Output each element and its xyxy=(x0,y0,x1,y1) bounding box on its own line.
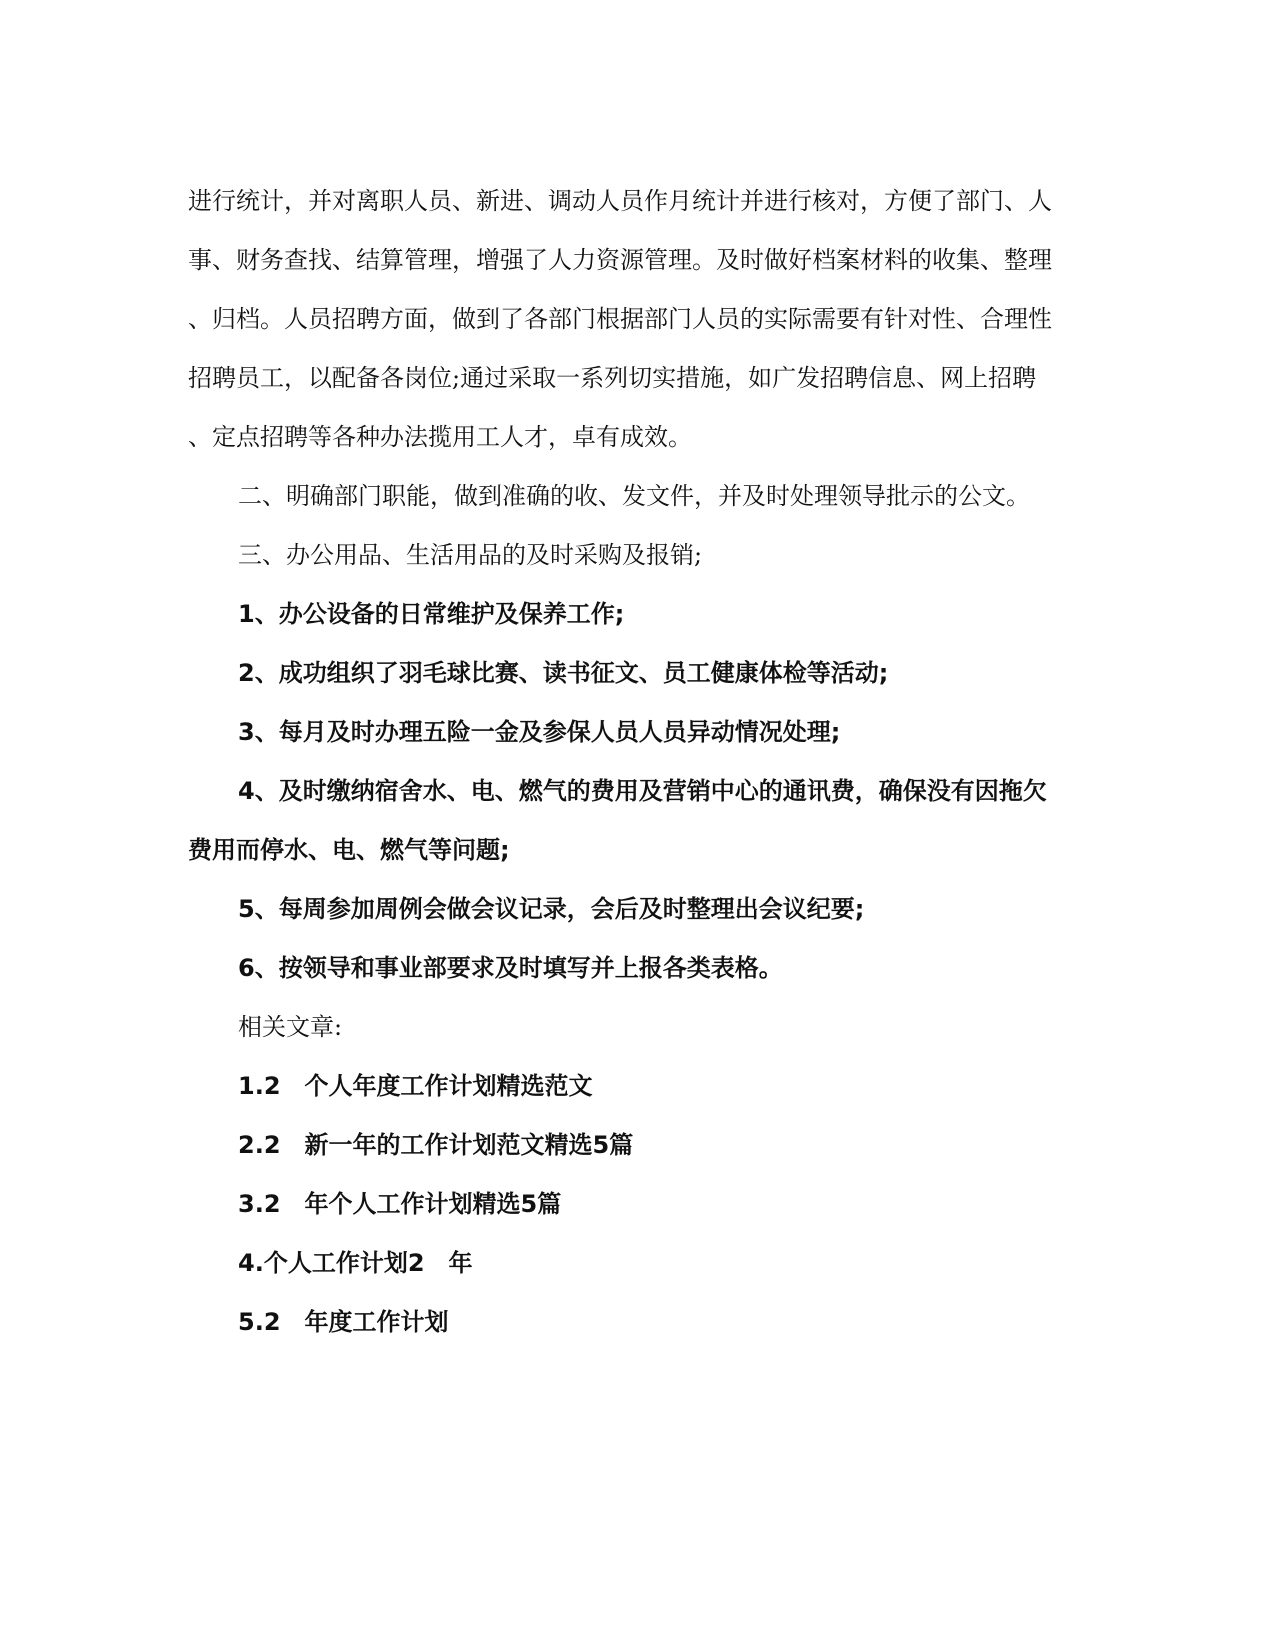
item-1 xyxy=(188,585,1086,644)
section-two-text: 二、明确部门职能，做到准确的收、发文件，并及时处理领导批示的公文。 xyxy=(238,482,1030,510)
item-4-text-line-2: 费用而停水、电、燃气等问题; xyxy=(188,836,510,864)
related-link-2[interactable] xyxy=(188,1116,1086,1175)
related-link-1[interactable] xyxy=(188,1057,1086,1116)
related-link-2-text[interactable]: 2.2 新一年的工作计划范文精选5篇 xyxy=(238,1131,634,1159)
related-link-4-text[interactable]: 4.个人工作计划2 年 xyxy=(238,1249,473,1277)
intro-line: 、定点招聘等各种办法揽用工人才，卓有成效。 xyxy=(188,423,692,451)
section-three-paragraph xyxy=(188,526,1086,585)
related-link-3-text[interactable]: 3.2 年个人工作计划精选5篇 xyxy=(238,1190,562,1218)
item-2 xyxy=(188,644,1086,703)
item-5-text: 5、每周参加周例会做会议记录，会后及时整理出会议纪要; xyxy=(238,895,865,923)
item-3 xyxy=(188,703,1086,762)
intro-paragraph xyxy=(188,172,1086,467)
item-1-text: 1、办公设备的日常维护及保养工作; xyxy=(238,600,625,628)
intro-line: 、归档。人员招聘方面，做到了各部门根据部门人员的实际需要有针对性、合理性 xyxy=(188,305,1052,333)
related-link-3[interactable] xyxy=(188,1175,1086,1234)
item-4 xyxy=(188,762,1086,880)
item-2-text: 2、成功组织了羽毛球比赛、读书征文、员工健康体检等活动; xyxy=(238,659,889,687)
intro-line: 招聘员工，以配备各岗位;通过采取一系列切实措施，如广发招聘信息、网上招聘 xyxy=(188,364,1037,392)
item-5 xyxy=(188,880,1086,939)
related-link-4[interactable] xyxy=(188,1234,1086,1293)
item-6 xyxy=(188,939,1086,998)
section-three-text: 三、办公用品、生活用品的及时采购及报销; xyxy=(238,541,703,569)
intro-line: 事、财务查找、结算管理，增强了人力资源管理。及时做好档案材料的收集、整理 xyxy=(188,246,1052,274)
intro-line: 进行统计，并对离职人员、新进、调动人员作月统计并进行核对，方便了部门、人 xyxy=(188,187,1052,215)
related-heading-text: 相关文章: xyxy=(238,1013,343,1041)
item-3-text: 3、每月及时办理五险一金及参保人员人员异动情况处理; xyxy=(238,718,841,746)
item-6-text: 6、按领导和事业部要求及时填写并上报各类表格。 xyxy=(238,954,783,982)
related-link-1-text[interactable]: 1.2 个人年度工作计划精选范文 xyxy=(238,1072,593,1100)
related-link-5-text[interactable]: 5.2 年度工作计划 xyxy=(238,1308,449,1336)
related-heading xyxy=(188,998,1086,1057)
item-4-text-line-1: 4、及时缴纳宿舍水、电、燃气的费用及营销中心的通讯费，确保没有因拖欠 xyxy=(238,777,1047,805)
related-link-5[interactable] xyxy=(188,1293,1086,1352)
document-body xyxy=(188,172,1086,1352)
section-two-paragraph xyxy=(188,467,1086,526)
